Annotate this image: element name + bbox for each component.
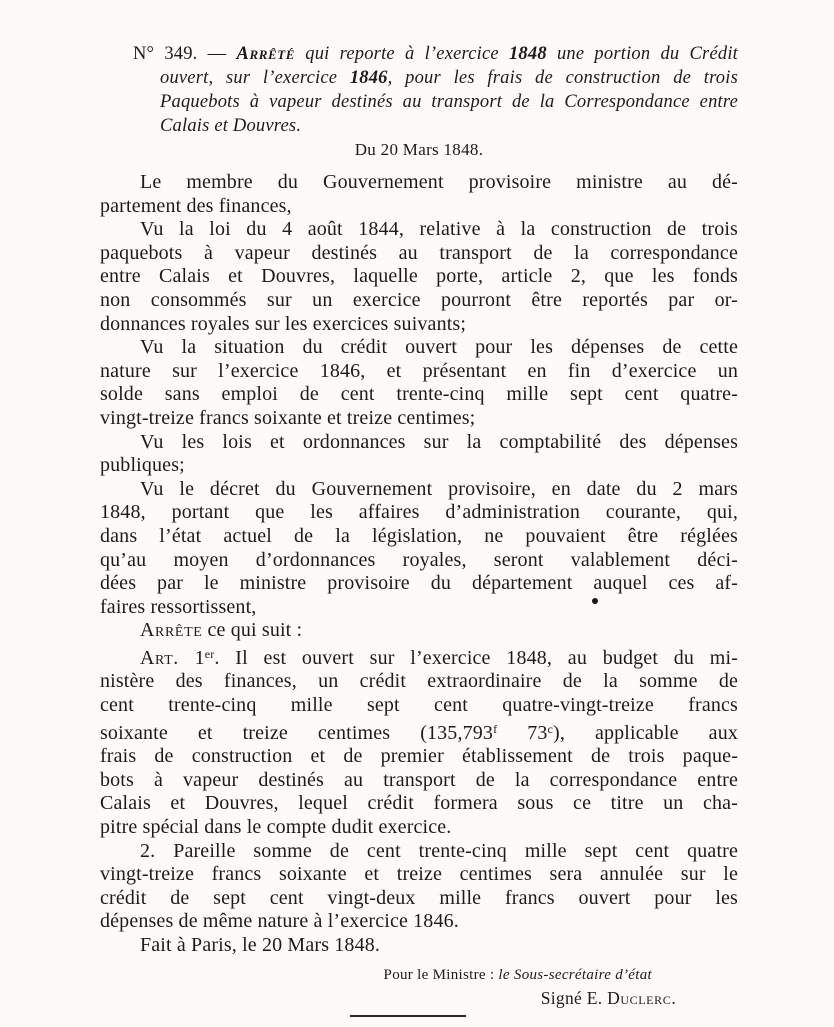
signature-role-line	[100, 964, 738, 986]
text-segment: 1848	[508, 44, 547, 64]
text-segment: 1	[178, 646, 205, 669]
paragraph	[100, 171, 738, 218]
text-line: Vu le décret du Gouvernement provisoire, en date du 2 mars	[140, 477, 738, 500]
text-line: faires ressortissent,	[100, 595, 257, 618]
signature-name-line	[100, 986, 738, 1010]
text-segment: ce qui suit :	[202, 619, 303, 642]
text-segment: Art.	[140, 646, 179, 669]
text-line	[100, 643, 738, 671]
text-line: donnances royales sur les exercices suivants;	[100, 312, 467, 335]
text-segment: Pour le Ministre :	[383, 966, 499, 983]
document-body	[100, 171, 738, 958]
text-line: Vu la situation du crédit ouvert pour les dépenses de cette	[140, 336, 738, 359]
text-line: pitre spécial dans le compte dudit exercice.	[100, 816, 452, 839]
text-line: vingt-treize francs soixante et treize centimes sera annulée sur le	[100, 863, 738, 886]
text-block	[100, 42, 738, 1017]
text-segment: une portion du Crédit	[546, 44, 739, 64]
text-line: bots à vapeur destinés au transport de la correspondance entre	[100, 768, 738, 791]
text-segment: . Il est ouvert sur l’exercice 1848, au budget du mi-	[214, 646, 738, 669]
text-line: Le membre du Gouvernement provisoire ministre au dé-	[140, 171, 738, 193]
text-segment: N° 349. —	[133, 44, 237, 64]
header-line	[133, 42, 738, 66]
text-line	[100, 619, 738, 643]
text-line: 1848, portant que les affaires d’administration courante, qui,	[100, 501, 738, 524]
text-line: entre Calais et Douvres, laquelle porte, article 2, que les fonds	[100, 265, 738, 288]
header-line	[160, 66, 738, 90]
text-line: Fait à Paris, le 20 Mars 1848.	[140, 934, 381, 956]
header-line	[160, 114, 738, 138]
text-line: dées par le ministre provisoire du département auquel ces af-	[100, 572, 738, 595]
paragraph	[100, 336, 738, 430]
paragraph	[100, 619, 738, 643]
text-line: non consommés sur un exercice pourront être reportés par or-	[100, 288, 738, 311]
paragraph	[100, 643, 738, 840]
text-segment: ), applicable aux	[553, 721, 738, 744]
text-segment: soixante et treize centimes (135,793	[100, 721, 494, 744]
text-line: partement des finances,	[100, 194, 292, 217]
text-line: publiques;	[100, 454, 185, 477]
date-line: Du 20 Mars 1848.	[354, 140, 484, 159]
text-line: qu’au moyen d’ordonnances royales, seront valablement déci-	[100, 548, 738, 571]
text-segment: Calais et Douvres.	[160, 116, 302, 136]
text-segment: , pour les frais de construction de trois	[387, 68, 738, 88]
header-line	[160, 90, 738, 114]
text-segment: 1846	[349, 68, 388, 88]
paragraph	[100, 840, 738, 934]
text-segment: ouvert, sur l’exercice	[160, 68, 350, 88]
paragraph	[100, 431, 738, 478]
text-line: Vu les lois et ordonnances sur la comptabilité des dépenses	[140, 430, 738, 453]
text-line: vingt-treize francs soixante et treize centimes;	[100, 406, 476, 429]
paragraph	[100, 478, 738, 620]
text-segment: Paquebots à vapeur destinés au transport de la Correspondance entre	[160, 92, 738, 112]
text-line: dépenses de même nature à l’exercice 1846.	[100, 910, 459, 933]
ink-dot	[592, 598, 598, 604]
text-line: cent trente-cinq mille sept cent quatre-vingt-treize francs	[100, 694, 738, 717]
text-segment: c	[547, 721, 554, 736]
text-segment: 73	[497, 721, 548, 744]
text-segment: le Sous-secrétaire d’état	[498, 966, 652, 983]
text-segment: f	[493, 721, 498, 736]
text-line: solde sans emploi de cent trente-cinq mille sept cent quatre-	[100, 383, 738, 406]
text-segment: .	[671, 987, 676, 1008]
text-line: Vu la loi du 4 août 1844, relative à la construction de trois	[140, 218, 738, 241]
text-segment: er	[204, 646, 215, 661]
text-line	[100, 718, 738, 746]
text-line: crédit de sept cent vingt-deux mille francs ouvert pour les	[100, 886, 738, 909]
text-line: dans l’état actuel de la législation, ne pouvaient être réglées	[100, 524, 738, 547]
text-segment: Arrête	[140, 619, 203, 642]
document-header	[100, 42, 738, 138]
text-line: nature sur l’exercice 1846, et présentant en fin d’exercice un	[100, 359, 738, 382]
text-line: nistère des finances, un crédit extraordinaire de la somme de	[100, 670, 738, 693]
text-segment: Duclerc	[607, 987, 672, 1008]
text-segment: Signé E.	[540, 987, 608, 1008]
text-segment: Arrêté	[236, 44, 296, 64]
end-rule	[350, 1015, 466, 1017]
signature-block	[100, 964, 738, 1010]
text-line: 2. Pareille somme de cent trente-cinq mille sept cent quatre	[140, 839, 738, 862]
text-line: frais de construction et de premier établissement de trois paque-	[100, 745, 738, 768]
text-segment: qui reporte à l’exercice	[295, 44, 509, 64]
paragraph	[100, 934, 738, 958]
text-line: Calais et Douvres, lequel crédit formera sous ce titre un cha-	[100, 792, 738, 815]
text-line: paquebots à vapeur destinés au transport de la correspondance	[100, 241, 738, 264]
paragraph	[100, 218, 738, 336]
